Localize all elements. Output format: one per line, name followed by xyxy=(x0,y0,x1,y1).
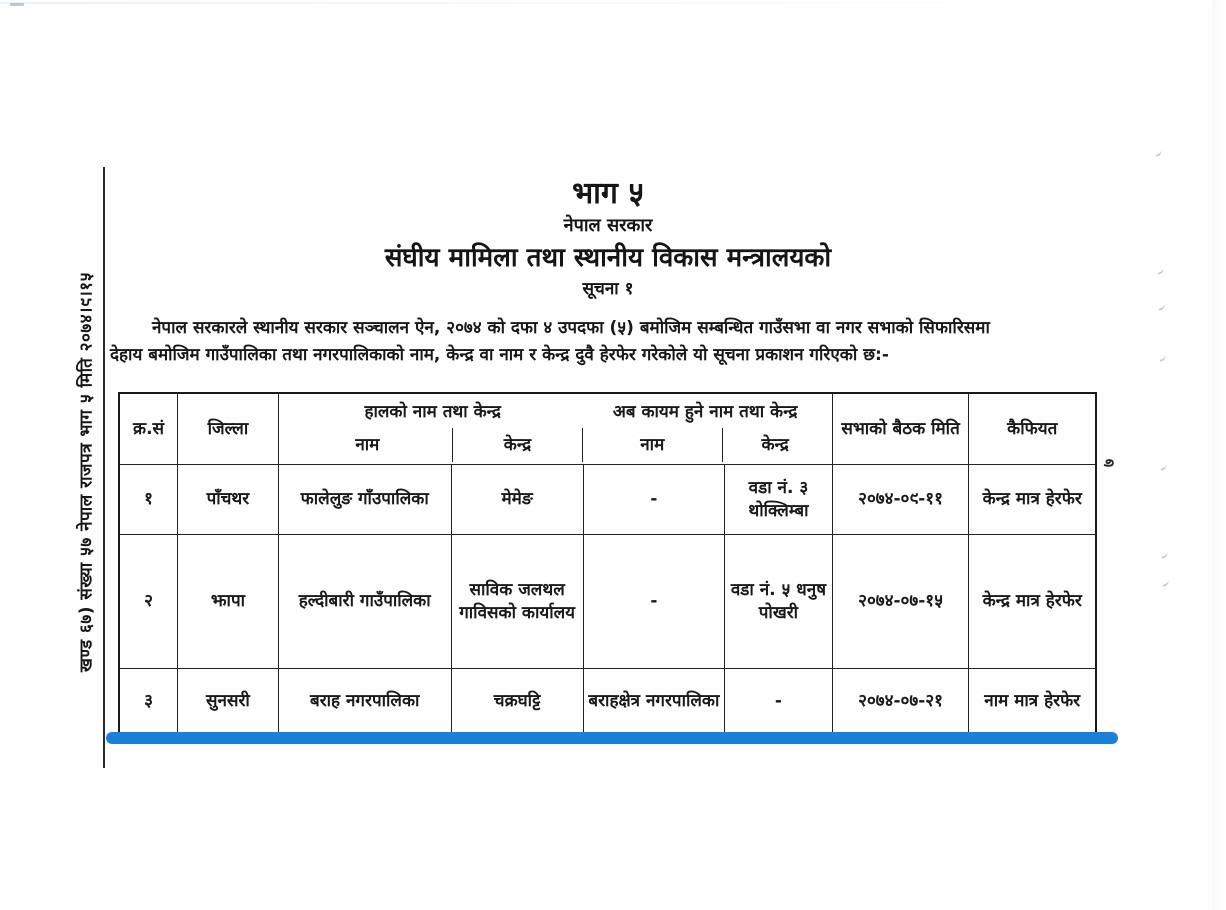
header-new-center: केन्द्र xyxy=(722,428,828,462)
header-current-group: हालको नाम तथा केन्द्र xyxy=(364,401,501,422)
table-row xyxy=(119,535,1096,669)
table-header-row xyxy=(119,393,1096,465)
cell-district: पाँचथर xyxy=(178,465,279,535)
header-name-center-groups xyxy=(278,393,832,465)
cell-new-center: वडा नं. ५ धनुष पोखरी xyxy=(725,535,832,669)
header-new-group: अब कायम हुने नाम तथा केन्द्र xyxy=(612,401,798,422)
cell-new-name: - xyxy=(583,535,725,669)
header-meeting-date: सभाको बैठक मिति xyxy=(832,393,969,465)
cell-new-name: बराहक्षेत्र नगरपालिका xyxy=(583,669,725,735)
cell-meeting-date: २०७४-०७-१५ xyxy=(832,535,969,669)
scan-artifact xyxy=(1159,463,1168,471)
scan-edge-top xyxy=(0,2,1226,4)
scan-edge-right xyxy=(1212,0,1218,910)
cell-district: सुनसरी xyxy=(178,669,279,735)
header-current-center: केन्द्र xyxy=(452,428,582,462)
page-number: ७ xyxy=(1099,458,1119,468)
cell-district: झापा xyxy=(178,535,279,669)
scan-artifact xyxy=(10,3,24,6)
header-district: जिल्ला xyxy=(178,393,279,465)
cell-current-center: साविक जलथल गाविसको कार्यालय xyxy=(451,535,583,669)
government-title: नेपाल सरकार xyxy=(563,215,653,236)
cell-sn: १ xyxy=(119,465,178,535)
cell-meeting-date: २०७४-०९-११ xyxy=(832,465,969,535)
intro-line-1: नेपाल सरकारले स्थानीय सरकार सञ्चालन ऐन, २०७४ को दफा ४ उपदफा (५) बमोजिम सम्बन्धित गाउँसभा वा नगर सभाको सिफारिसमा xyxy=(152,318,990,338)
intro-line-2: देहाय बमोजिम गाउँपालिका तथा नगरपालिकाको नाम, केन्द्र वा नाम र केन्द्र दुवै हेरफेर गरेकोले यो सूचना प्रकाशन गरिएको छ:- xyxy=(110,345,889,365)
cell-current-name: हल्दीबारी गाउँपालिका xyxy=(278,535,451,669)
cell-new-name: - xyxy=(583,465,725,535)
blue-highlight-bar xyxy=(106,732,1118,744)
cell-remarks: केन्द्र मात्र हेरफेर xyxy=(969,465,1096,535)
cell-sn: २ xyxy=(119,535,178,669)
cell-current-center: मेमेङ xyxy=(451,465,583,535)
ministry-title: संघीय मामिला तथा स्थानीय विकास मन्त्रालयको xyxy=(384,243,832,273)
gazette-side-label: खण्ड ६७) संख्या ५७ नेपाल राजपत्र भाग ५ मिति २०७४।९।१५ xyxy=(76,272,97,672)
document-heading xyxy=(112,176,1104,302)
cell-remarks: केन्द्र मात्र हेरफेर xyxy=(969,535,1096,669)
cell-meeting-date: २०७४-०७-२१ xyxy=(832,669,969,735)
cell-current-center: चक्रघट्टि xyxy=(451,669,583,735)
header-new-name: नाम xyxy=(582,428,722,462)
cell-sn: ३ xyxy=(119,669,178,735)
cell-current-name: बराह नगरपालिका xyxy=(278,669,451,735)
scan-artifact xyxy=(1156,267,1165,275)
cell-remarks: नाम मात्र हेरफेर xyxy=(969,669,1096,735)
header-current-name: नाम xyxy=(355,434,380,455)
header-sn: क्र.सं xyxy=(119,393,178,465)
cell-new-center: - xyxy=(725,669,832,735)
scan-artifact xyxy=(1157,303,1166,311)
part-title: भाग ५ xyxy=(572,176,644,211)
scan-artifact xyxy=(1158,354,1167,362)
municipality-change-table xyxy=(118,392,1097,736)
scan-artifact xyxy=(1154,149,1163,157)
header-remarks: कैफियत xyxy=(969,393,1096,465)
cell-current-name: फालेलुङ गाँउपालिका xyxy=(278,465,451,535)
table-row xyxy=(119,465,1096,535)
scan-artifact xyxy=(1161,579,1170,587)
notice-title: सूचना १ xyxy=(582,279,634,299)
scan-artifact xyxy=(1160,551,1169,559)
cell-new-center: वडा नं. ३ थोक्लिम्बा xyxy=(725,465,832,535)
left-margin-rule xyxy=(103,167,105,768)
intro-paragraph xyxy=(110,315,1112,369)
table-row xyxy=(119,669,1096,735)
